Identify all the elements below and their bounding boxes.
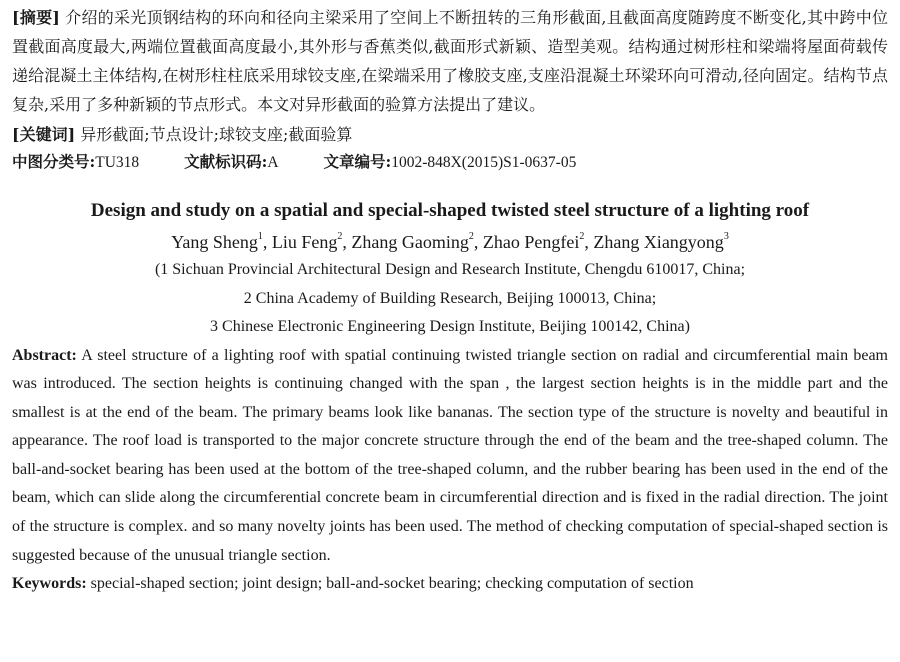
author [351, 232, 473, 252]
author-name: Liu Feng [271, 232, 338, 252]
author [272, 232, 343, 252]
author-name: Zhao Pengfei [482, 232, 580, 252]
affiliation-2: 2 China Academy of Building Research, Beijing 100013, China; [243, 289, 657, 307]
author-name: Zhang Xiangyong [593, 232, 724, 252]
author-separator: , [584, 232, 594, 252]
author-list [12, 228, 888, 256]
affiliation-1: (1 Sichuan Provincial Architectural Design and Research Institute, Chengdu 610017, China; [154, 261, 746, 278]
author [593, 232, 728, 252]
chinese-keywords-text: 异形截面;节点设计;球铰支座;截面验算 [80, 125, 353, 144]
article-number-value: 1002-848X(2015)S1-0637-05 [391, 154, 577, 171]
english-abstract-label: Abstract: [12, 346, 77, 364]
article-number-label: 文章编号: [323, 152, 392, 171]
author-affiliation-mark: 2 [468, 231, 474, 242]
author-affiliation-mark: 2 [337, 231, 343, 242]
paper-header [12, 0, 888, 598]
author-separator: , [473, 232, 483, 252]
author-name: Yang Sheng [171, 232, 258, 252]
chinese-abstract [12, 3, 888, 119]
author-name: Zhang Gaoming [351, 232, 469, 252]
english-title: Design and study on a spatial and special-shaped twisted steel structure of a lighting roof [90, 200, 810, 221]
english-keywords-label: Keywords: [12, 575, 87, 593]
affiliation-3: 3 Chinese Electronic Engineering Design Institute, Beijing 100142, China) [210, 318, 690, 335]
chinese-keywords [12, 121, 888, 149]
english-keywords [12, 570, 888, 598]
chinese-keywords-label: [关键词] [12, 125, 76, 144]
english-abstract-text: A steel structure of a lighting roof with spatial continuing twisted triangle section on radial and circumferential main beam was introduced. The section heights is continuing changed with the span , the largest section heights is in the middle part and the smallest is at the end of the beam. The primary beams look like bananas. The section type of the structure is novelty and beautiful in appearance. The roof load is transported to the major concrete structure through the end of the beam and the tree-shaped column. The ball-and-socket bearing has been used at the bottom of the tree-shaped column, and the rubber bearing has been used in the end of the beam, which can slide along the circumferential concrete beam in circumferential direction and is fixed in the radial direction. The joint of the structure is complex. and so many novelty joints has been used. The method of checking computation of special-shaped section is suggested because of the unusual triangle section. [12, 346, 888, 564]
author-affiliation-mark: 3 [723, 231, 729, 242]
author-separator: , [262, 232, 272, 252]
clc-number [12, 149, 139, 176]
author-affiliation-mark: 2 [579, 231, 585, 242]
document-code [184, 149, 278, 176]
article-number [323, 149, 576, 176]
chinese-abstract-text: 介绍的采光顶钢结构的环向和径向主梁采用了空间上不断扭转的三角形截面,且截面高度随跨度不断变化,其中跨中位置截面高度最大,两端位置截面高度最小,其外形与香蕉类似,截面形式新颖、造型美观。结构通过树形柱和梁端将屋面荷载传递给混凝土主体结构,在树形柱柱底采用球铰支座,在梁端采用了橡胶支座,支座沿混凝土环梁环向可滑动,径向固定。结构节点复杂,采用了多种新颖的节点形式。本文对异形截面的验算方法提出了建议。 [12, 8, 888, 114]
document-code-label: 文献标识码: [184, 152, 268, 171]
clc-value: TU318 [95, 154, 140, 171]
classification-row [12, 149, 888, 176]
author-affiliation-mark: 1 [257, 231, 263, 242]
clc-label: 中图分类号: [12, 152, 96, 171]
author [483, 232, 584, 252]
english-keywords-text: special-shaped section; joint design; ball-and-socket bearing; checking computation of section [86, 575, 694, 593]
english-abstract [12, 342, 888, 571]
document-code-value: A [267, 154, 279, 171]
chinese-abstract-label: [摘要] [12, 8, 60, 27]
author-separator: , [342, 232, 352, 252]
author [171, 232, 263, 252]
